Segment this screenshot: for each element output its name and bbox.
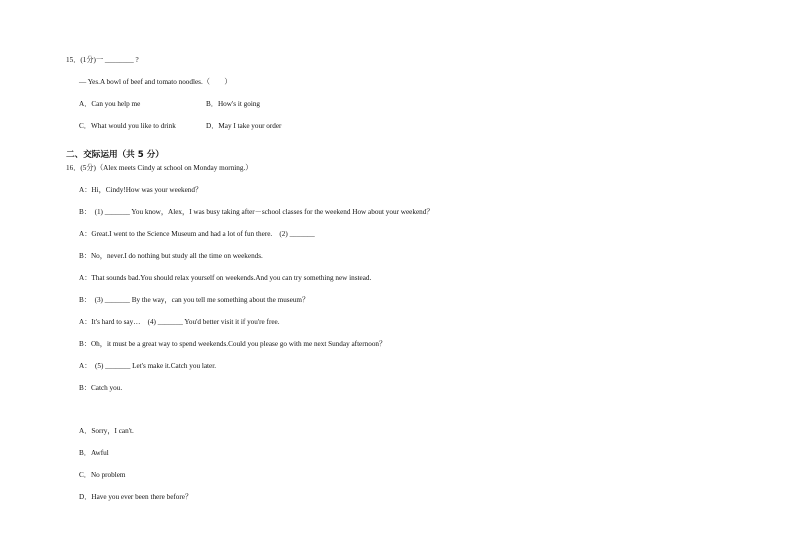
dialogue-line: A：It's hard to say… (4) _______ You'd better visit it if you're free. — [79, 318, 280, 326]
dialogue-line: B： (3) _______ By the way，can you tell me something about the museum？ — [79, 296, 310, 304]
answer-choice: C．No problem — [79, 471, 126, 479]
dialogue-line: A：Hi，Cindy!How was your weekend？ — [79, 186, 203, 194]
dialogue-line: B：No，never.I do nothing but study all the time on weekends. — [79, 252, 263, 260]
q16-stem: 16．(5分)（Alex meets Cindy at school on Monday morning.） — [66, 164, 253, 172]
answer-choice: A．Sorry，I can't. — [79, 427, 134, 435]
dialogue-line: A：Great.I went to the Science Museum and had a lot of fun there. (2) _______ — [79, 230, 315, 238]
q15-option-a: A．Can you help me — [79, 100, 141, 108]
q15-stem: 15．(1分)一 ________ ? — [66, 56, 139, 64]
dialogue-line: A： (5) _______ Let's make it.Catch you later. — [79, 362, 217, 370]
dialogue-line: B： (1) _______ You know，Alex，I was busy taking after－school classes for the weekend How about your weekend？ — [79, 208, 434, 216]
dialogue-line: A：That sounds bad.You should relax yourself on weekends.And you can try something new instead. — [79, 274, 372, 282]
q15-option-c: C．What would you like to drink — [79, 122, 176, 130]
answer-choice: B．Awful — [79, 449, 109, 457]
section-2-title: 二、交际运用（共 5 分） — [66, 150, 164, 160]
dialogue-line: B：Oh，it must be a great way to spend weekends.Could you please go with me next Sunday afternoon？ — [79, 340, 387, 348]
answer-choice: D．Have you ever been there before？ — [79, 493, 193, 501]
dialogue-line: B：Catch you. — [79, 384, 123, 392]
q15-reply: — Yes.A bowl of beef and tomato noodles.（ ） — [79, 78, 232, 86]
q15-option-b: B．How's it going — [206, 100, 261, 108]
q15-option-d: D．May I take your order — [206, 122, 282, 130]
